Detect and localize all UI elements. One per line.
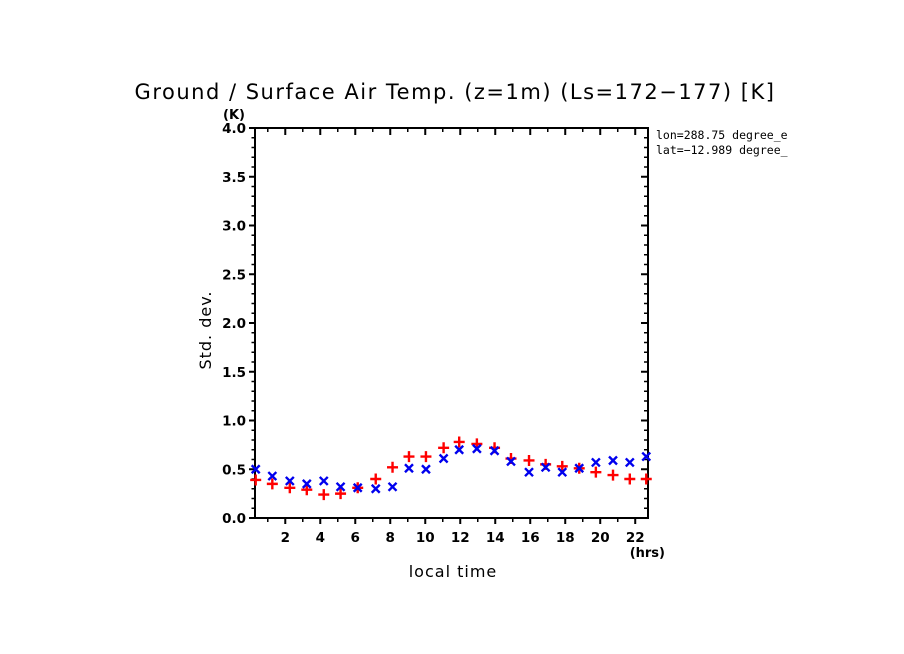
axis-frame — [255, 128, 648, 518]
x-tick-label: 10 — [415, 530, 435, 546]
data-point-red-plus — [370, 474, 381, 485]
y-tick-label: 4.0 — [222, 121, 246, 137]
x-axis-unit-label: (hrs) — [629, 546, 665, 561]
data-point-blue-x — [609, 456, 617, 464]
data-point-red-plus — [403, 451, 414, 462]
y-tick-label: 2.5 — [222, 267, 246, 284]
x-tick-label: 4 — [315, 530, 325, 546]
data-point-red-plus — [301, 484, 312, 495]
data-point-red-plus — [590, 467, 601, 478]
y-tick-label: 1.5 — [222, 364, 246, 381]
data-point-blue-x — [320, 477, 328, 485]
data-point-blue-x — [372, 485, 380, 493]
x-tick-label: 8 — [385, 530, 395, 546]
y-tick-label: 0.5 — [222, 462, 246, 479]
ticks-layer — [249, 128, 648, 524]
data-point-blue-x — [389, 483, 397, 491]
data-point-red-plus — [438, 442, 449, 453]
data-point-blue-x — [440, 455, 448, 463]
data-point-blue-x — [525, 468, 533, 476]
chart-title: Ground / Surface Air Temp. (z=1m) (Ls=172−177) [K] — [134, 80, 776, 104]
x-tick-label: 14 — [485, 530, 505, 546]
x-tick-label: 2 — [280, 530, 290, 546]
data-point-red-plus — [318, 489, 329, 500]
y-axis-title: Std. dev. — [196, 290, 215, 370]
data-point-blue-x — [626, 458, 634, 466]
y-axis-unit-label: (K) — [223, 108, 245, 123]
axes-layer — [255, 128, 648, 518]
data-point-red-plus — [250, 474, 261, 485]
data-point-red-plus — [524, 455, 535, 466]
annotation-longitude: lon=288.75 degree_e — [656, 128, 788, 142]
x-tick-label: 16 — [520, 530, 540, 546]
data-point-red-plus — [420, 451, 431, 462]
x-tick-label: 20 — [590, 530, 610, 546]
y-tick-label: 3.5 — [222, 169, 246, 186]
data-point-red-plus — [624, 474, 635, 485]
data-point-blue-x — [405, 464, 413, 472]
y-tick-label: 2.0 — [222, 316, 246, 332]
data-point-red-plus — [641, 474, 652, 485]
y-tick-label: 3.0 — [222, 218, 246, 235]
data-point-blue-x — [592, 458, 600, 466]
y-tick-label: 0.0 — [222, 511, 246, 527]
x-axis-title: local time — [408, 562, 498, 581]
y-tick-label: 1.0 — [222, 413, 246, 430]
x-tick-label: 18 — [555, 530, 575, 546]
annotation-latitude: lat=−12.989 degree_ — [656, 143, 788, 157]
data-point-red-plus — [387, 462, 398, 473]
x-tick-label: 6 — [350, 530, 360, 546]
x-tick-label: 22 — [625, 530, 645, 546]
data-point-red-plus — [557, 461, 568, 472]
data-point-blue-x — [422, 465, 430, 473]
data-point-red-plus — [608, 470, 619, 481]
data-markers-layer — [250, 436, 652, 500]
tick-labels-layer — [222, 121, 645, 546]
x-tick-label: 12 — [450, 530, 470, 546]
